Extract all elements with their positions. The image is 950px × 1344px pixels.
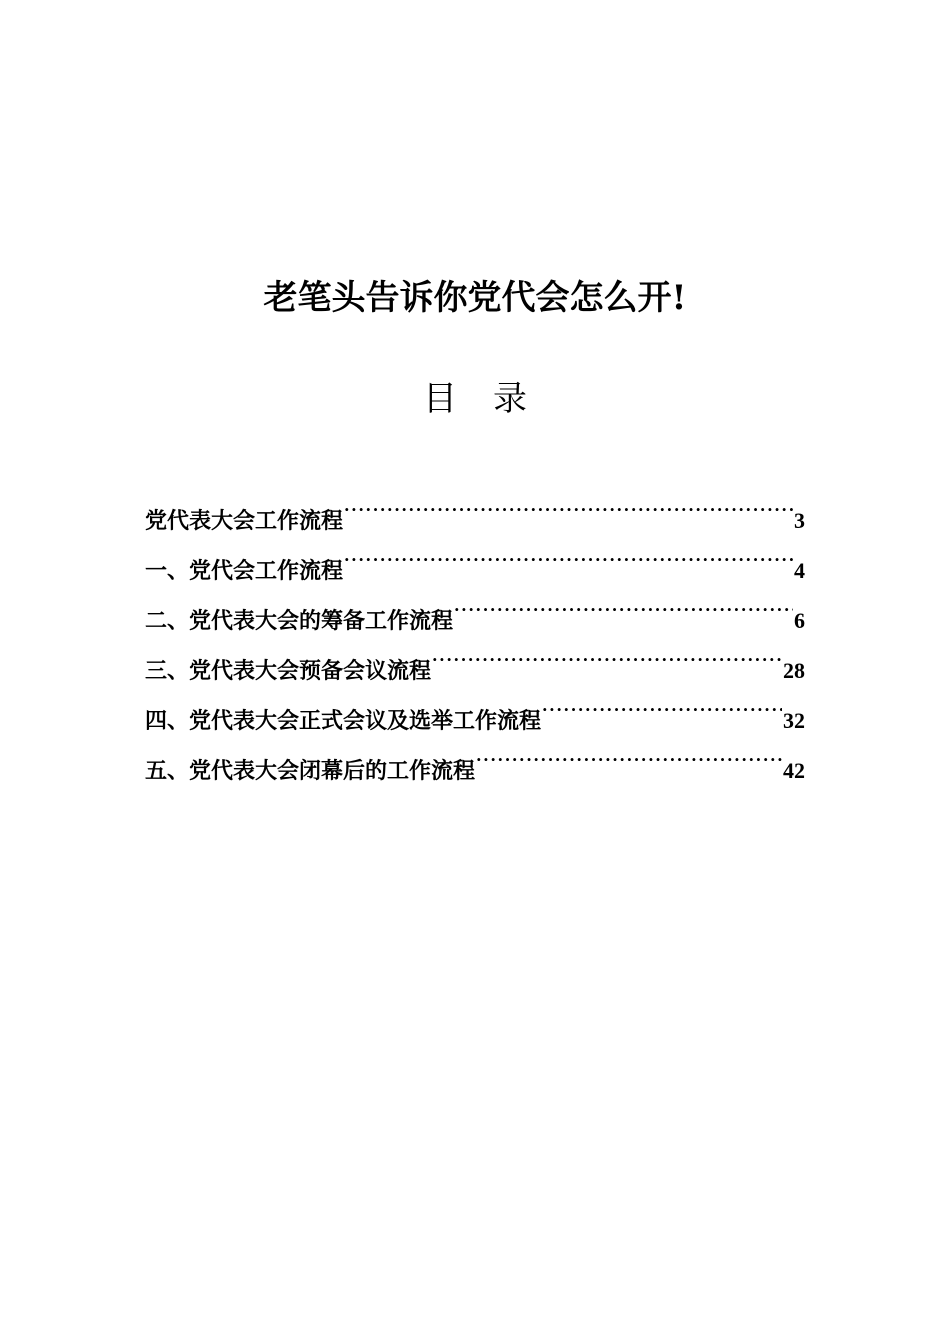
toc-entry-title: 一、党代会工作流程	[145, 558, 344, 584]
toc-dot-leader	[454, 578, 793, 628]
toc-dot-leader	[344, 478, 793, 528]
toc-heading	[0, 377, 950, 421]
toc-entry[interactable]	[145, 478, 805, 534]
toc-dot-leader	[344, 528, 793, 578]
toc-entry-title: 党代表大会工作流程	[145, 508, 344, 534]
toc-dot-leader	[542, 678, 782, 728]
toc-heading-char: 目	[423, 379, 457, 419]
table-of-contents	[145, 478, 805, 784]
toc-entry-title: 三、党代表大会预备会议流程	[145, 658, 432, 684]
toc-heading-char: 录	[493, 379, 527, 419]
toc-entry-page: 6	[794, 608, 805, 633]
toc-entry-page: 3	[794, 508, 805, 533]
toc-entry-title: 五、党代表大会闭幕后的工作流程	[145, 758, 476, 784]
document-title: 老笔头告诉你党代会怎么开!	[263, 278, 687, 318]
toc-entry-page: 28	[783, 658, 805, 683]
toc-entry-title: 二、党代表大会的筹备工作流程	[145, 608, 454, 634]
toc-entry-page: 42	[783, 758, 805, 783]
toc-dot-leader	[476, 728, 782, 778]
toc-entry-page: 4	[794, 558, 805, 583]
toc-dot-leader	[432, 628, 782, 678]
toc-entry-page: 32	[783, 708, 805, 733]
toc-entry-title: 四、党代表大会正式会议及选举工作流程	[145, 708, 542, 734]
